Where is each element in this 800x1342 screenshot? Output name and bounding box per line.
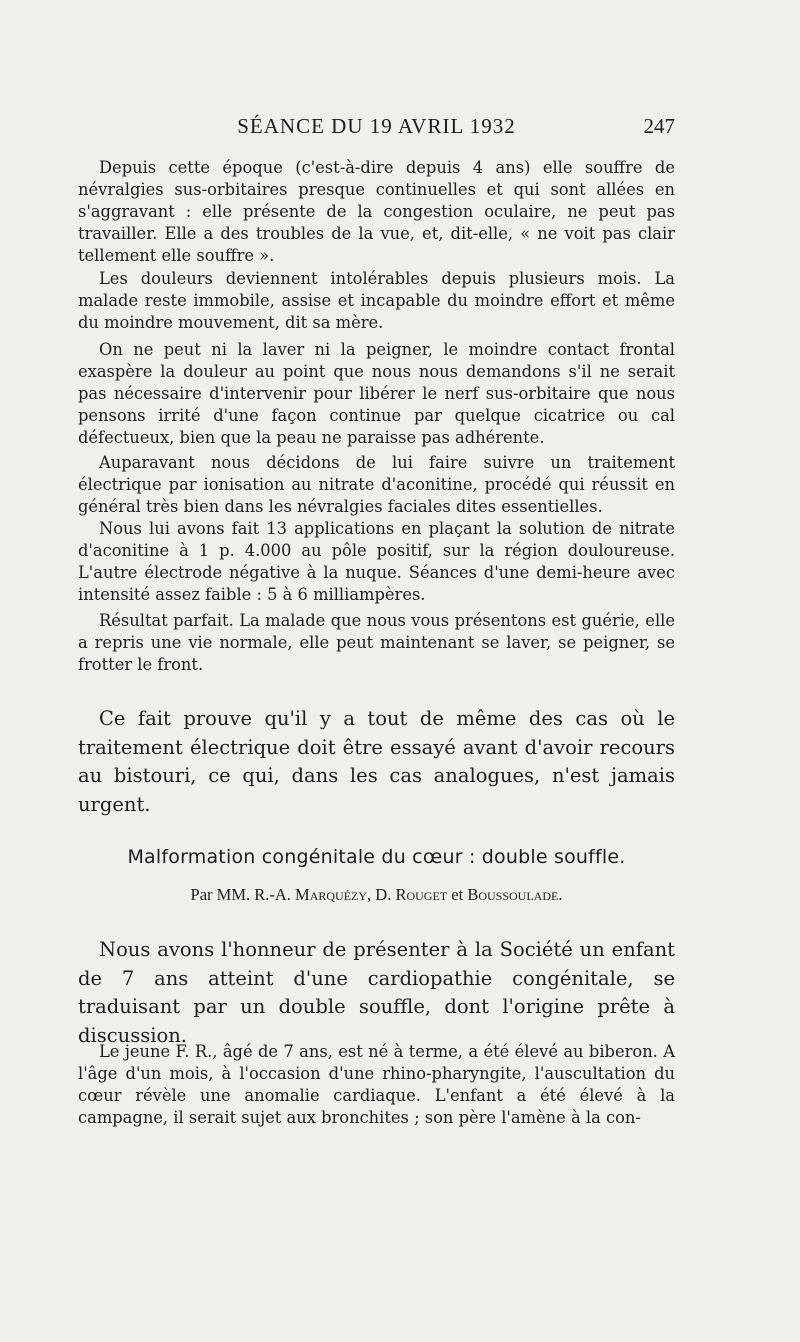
author-rouget: D. Rouget xyxy=(375,885,448,904)
paragraph-4: Auparavant nous décidons de lui faire suivre un traitement électrique par ionisation au nitrate d'aconitine, procédé qui réussit en général très bien dans les névralgies faciales dites essentielles. xyxy=(78,453,675,517)
section-heading: Malformation congénitale du cœur : double souffle. xyxy=(127,846,626,868)
paragraph-5: Nous lui avons fait 13 applications en plaçant la solution de nitrate d'aconitine à 1 p. 4.000 au pôle positif, sur la région douloureuse. L'autre électrode négative à la nuque. Séances d'une demi-heure avec intensité assez faible : 5 à 6 milliampères. xyxy=(78,519,675,605)
authors-line: Par MM. R.-A. Marquézy, D. Rouget et Boussoulade. xyxy=(190,885,563,904)
author-marquezy: R.-A. Marquézy xyxy=(254,885,368,904)
authors-prefix: Par MM. xyxy=(190,885,251,904)
paragraph-2: Les douleurs deviennent intolérables depuis plusieurs mois. La malade reste immobile, assise et incapable du moindre effort et même du moindre mouvement, dit sa mère. xyxy=(78,269,675,333)
case-paragraph: Le jeune F. R., âgé de 7 ans, est né à terme, a été élevé au biberon. A l'âge d'un mois, à l'occasion d'une rhino-pharyngite, l'auscultation du cœur révèle une anomalie cardiaque. L'enfant a été élevé à la campagne, il serait sujet aux bronchites ; son père l'amène à la con- xyxy=(78,1042,675,1128)
paragraph-1: Depuis cette époque (c'est-à-dire depuis 4 ans) elle souffre de névralgies sus-orbitaires presque continuelles et qui sont allées en s'aggravant : elle présente de la congestion oculaire, ne peut pas travailler. Elle a des troubles de la vue, et, dit-elle, « ne voit pas clair tellement elle souffre ». xyxy=(78,158,675,266)
intro-paragraph: Nous avons l'honneur de présenter à la Société un enfant de 7 ans atteint d'une cardiopathie congénitale, se traduisant par un double souffle, dont l'origine prête à discussion. xyxy=(78,938,675,1047)
conclusion-paragraph: Ce fait prouve qu'il y a tout de même des cas où le traitement électrique doit être essayé avant d'avoir recours au bistouri, ce qui, dans les cas analogues, n'est jamais urgent. xyxy=(78,707,675,816)
author-boussoulade: Boussoulade. xyxy=(467,885,563,904)
paragraph-3: On ne peut ni la laver ni la peigner, le moindre contact frontal exaspère la douleur au point que nous nous demandons s'il ne serait pas nécessaire d'intervenir pour libérer le nerf sus-orbitaire que nous pensons irrité d'une façon continue par quelque cicatrice ou cal défectueux, bien que la peau ne paraisse pas adhérente. xyxy=(78,340,675,448)
paragraph-6: Résultat parfait. La malade que nous vous présentons est guérie, elle a repris une vie normale, elle peut maintenant se laver, se peigner, se frotter le front. xyxy=(78,611,675,675)
page-number: 247 xyxy=(643,114,675,138)
running-header xyxy=(78,114,675,144)
header-title: SÉANCE DU 19 AVRIL 1932 xyxy=(237,114,516,138)
authors-et: et xyxy=(451,885,464,904)
